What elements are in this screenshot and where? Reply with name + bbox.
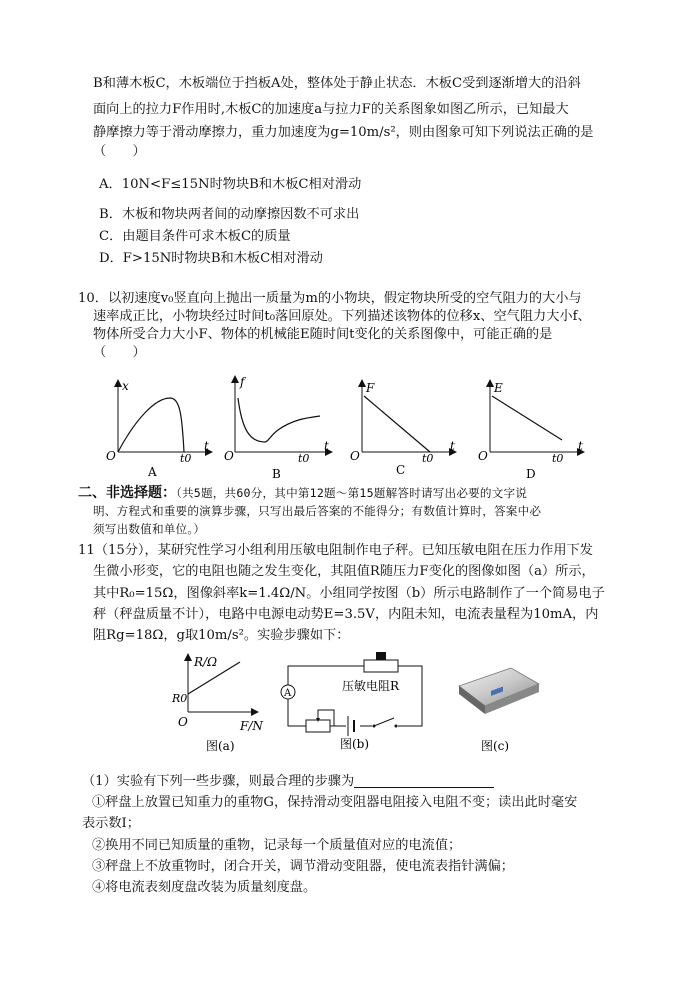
q10-graphs: [100, 370, 660, 485]
q9-option-b: B．木板和物块两者间的动摩擦因数不可求出: [99, 207, 360, 222]
q10-line-1: 10．以初速度v₀竖直向上抛出一质量为m的小物块，假定物块所受的空气阻力的大小与: [78, 291, 582, 306]
graph-b-t0: t0: [298, 452, 310, 465]
ammeter-label: A: [284, 688, 292, 699]
graph-c-y-label: F: [366, 381, 375, 395]
graph-c-origin: O: [350, 449, 360, 463]
graph-a-curve: [118, 398, 184, 452]
pressure-resistor: [364, 660, 398, 672]
section2-note-1: （共5题，共60分，其中第12题～第15题解答时请写出必要的文字说: [176, 486, 528, 500]
graph-b-caption: B: [272, 467, 281, 481]
step-2: ②换用不同已知质量的重物，记录每一个质量值对应的电流值；: [92, 838, 462, 853]
graph-d-origin: O: [478, 449, 488, 463]
q10-line-4: （ ）: [93, 345, 146, 360]
q11-line-5: 阻Rg=18Ω，g取10m/s²。实验步骤如下：: [93, 628, 350, 643]
q11-line-2: 生微小形变，它的电阻也随之发生变化，其阻值R随压力F变化的图像如图（a）所示，: [93, 564, 595, 579]
q9-line-1: B和薄木板C，木板端位于挡板A处，整体处于静止状态．木板C受到逐渐增大的沿斜: [93, 76, 581, 91]
graph-c-line: [364, 396, 430, 452]
step-1-cont: 表示数I；: [82, 816, 140, 831]
q9-option-c: C．由题目条件可求木板C的质量: [99, 229, 291, 244]
step-3: ③秤盘上不放重物时，闭合开关，调节滑动变阻器，使电流表指针满偏；: [92, 859, 514, 874]
steps-intro-text: （1）实验有下列一些步骤，则最合理的步骤为: [82, 774, 355, 789]
q11-line-4: 秤（秤盘质量不计），电路中电源电动势E=3.5V，内阻未知，电流表量程为10mA，内: [93, 607, 599, 622]
graph-d-line: [492, 396, 562, 440]
graph-c-caption: C: [396, 463, 406, 477]
graph-c-t0: t0: [422, 452, 434, 465]
graph-b: [224, 375, 332, 481]
q9-option-a: A．10N<F≤15N时物块B和木板C相对滑动: [99, 177, 362, 192]
fig-c: [455, 650, 545, 755]
fig-b-caption: 图(b): [340, 737, 370, 751]
fig-c-caption: 图(c): [481, 739, 510, 753]
fig-a-x-label: F/N: [240, 719, 263, 733]
graph-d: [478, 380, 584, 481]
graph-d-caption: D: [526, 467, 536, 481]
section2-note-2: 明、方程式和重要的演算步骤，只写出最后答案的不能得分；有数值计算时，答案中必: [93, 504, 542, 518]
graph-d-x-label: t: [578, 439, 583, 453]
q9-option-d: D．F>15N时物块B和木板C相对滑动: [99, 251, 323, 266]
step-4: ④将电流表刻度盘改装为质量刻度盘。: [92, 880, 317, 895]
section2-note-3: 须写出数值和单位。）: [93, 522, 206, 536]
graph-d-t0: t0: [552, 452, 564, 465]
graph-a-x-label: t: [204, 439, 209, 453]
section2-header: [78, 484, 527, 503]
graph-a: [106, 379, 212, 479]
steps-intro: [82, 773, 494, 791]
q10-line-3: 物体所受合力大小F、物体的机械能E随时间t变化的关系图像中，可能正确的是: [93, 327, 553, 342]
fig-b: [278, 648, 433, 753]
fig-a: [170, 650, 270, 755]
answer-blank[interactable]: [354, 773, 494, 788]
graph-a-origin: O: [106, 449, 116, 463]
fig-a-intercept: R0: [172, 692, 188, 705]
q11-line-1: 11（15分），某研究性学习小组利用压敏电阻制作电子秤。已知压敏电阻在压力作用下发: [78, 543, 593, 558]
graph-b-y-label: f: [240, 375, 245, 389]
graph-a-y-label: x: [122, 379, 129, 393]
q10-line-2: 速率成正比，小物块经过时间t₀落回原处。下列描述该物体的位移x、空气阻力大小f、: [93, 309, 591, 324]
graph-c-x-label: t: [450, 439, 455, 453]
fig-a-y-label: R/Ω: [194, 655, 218, 669]
q9-line-4: （ ）: [93, 144, 146, 159]
q9-line-3: 静摩擦力等于滑动摩擦力，重力加速度为g=10m/s²，则由图象可知下列说法正确的是: [93, 125, 594, 140]
graph-b-origin: O: [224, 449, 234, 463]
q9-line-2: 面向上的拉力F作用时,木板C的加速度a与拉力F的关系图象如图乙所示，已知最大: [93, 102, 569, 117]
graph-a-caption: A: [148, 465, 157, 479]
graph-c: [350, 380, 456, 477]
q11-line-3: 其中R₀=15Ω，图像斜率k=1.4Ω/N。小组同学按图（b）所示电路制作了一个简易电子: [93, 586, 605, 601]
section2-heading: 二、非选择题：: [78, 485, 176, 501]
graph-b-curve: [238, 398, 320, 442]
step-1: ①秤盘上放置已知重力的重物G，保持滑动变阻器电阻接入电阻不变；读出此时毫安: [92, 795, 578, 810]
fig-a-origin: O: [178, 715, 188, 729]
graph-b-x-label: t: [324, 439, 329, 453]
graph-a-t0: t0: [180, 452, 192, 465]
fig-a-caption: 图(a): [206, 739, 235, 753]
graph-d-y-label: E: [494, 381, 503, 395]
resistor-label: 压敏电阻R: [342, 679, 400, 693]
